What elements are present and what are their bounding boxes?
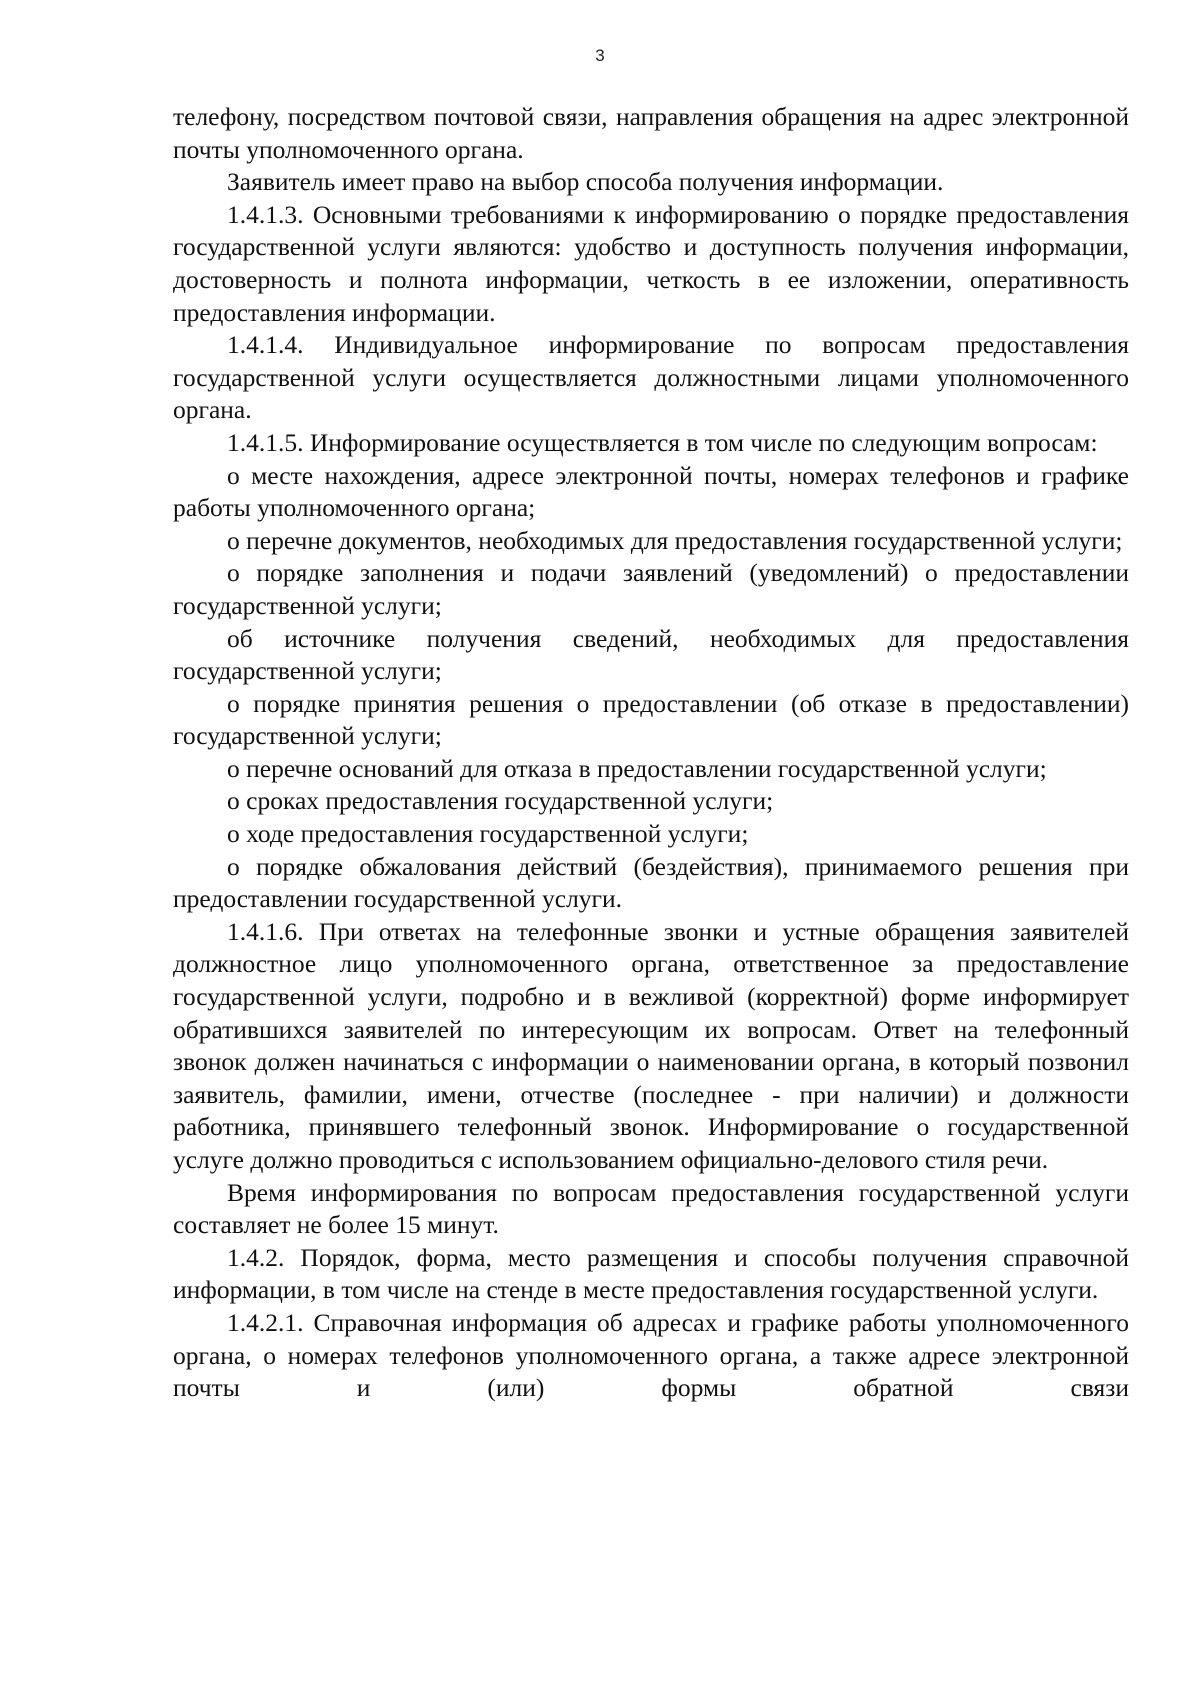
list-item-refusal-grounds: о перечне оснований для отказа в предоставлении государственной услуги; [227, 753, 1047, 783]
paragraph-1-4-1-6: 1.4.1.6. При ответах на телефонные звонки и устные обращения заявителей должностное лицо уполномоченного органа, ответственное за предоставление государственной услуги, подробно и в вежливой (корректной) форме информирует обратившихся заявителей по интересующим их вопросам. Ответ на телефонный звонок должен начинаться с информации о наименовании органа, в который позвонил заявитель, фамилии, имени, отчестве (последнее - при наличии) и должности работника, принявшего телефонный звонок. Информирование о государственной услуге должно проводиться с использованием официально-делового стиля речи. [173, 916, 1129, 1174]
list-item-documents: о перечне документов, необходимых для предоставления государственной услуги; [227, 525, 1123, 555]
list-item-terms: о сроках предоставления государственной услуги; [227, 786, 774, 816]
list-item-information-source: об источнике получения сведений, необходимых для предоставления государственной услуги; [173, 623, 1129, 686]
paragraph-continuation: телефону, посредством почтовой связи, направления обращения на адрес электронной почты уполномоченного органа. [173, 102, 1129, 164]
list-item-appeal-procedure: о порядке обжалования действий (бездействия), принимаемого решения при предоставлении государственной услуги. [173, 851, 1129, 914]
list-item-progress: о ходе предоставления государственной услуги; [227, 819, 749, 849]
paragraph-1-4-2-1: 1.4.2.1. Справочная информация об адресах и графике работы уполномоченного органа, о номерах телефонов уполномоченного органа, а также адресе электронной почты и (или) формы обратной связи [173, 1307, 1129, 1403]
document-body [173, 101, 1129, 1405]
list-item-filing-procedure: о порядке заполнения и подачи заявлений (уведомлений) о предоставлении государственной услуги; [173, 558, 1129, 620]
paragraph-1-4-2: 1.4.2. Порядок, форма, место размещения и способы получения справочной информации, в том числе на стенде в месте предоставления государственной услуги. [173, 1242, 1129, 1305]
paragraph-informing-time: Время информирования по вопросам предоставления государственной услуги составляет не более 15 минут. [173, 1177, 1129, 1240]
list-item-location: о месте нахождения, адресе электронной почты, номерах телефонов и графике работы уполномоченного органа; [173, 460, 1129, 523]
paragraph-1-4-1-5: 1.4.1.5. Информирование осуществляется в том числе по следующим вопросам: [227, 427, 1098, 457]
page-number: 3 [595, 46, 605, 65]
list-item-decision-procedure: о порядке принятия решения о предоставлении (об отказе в предоставлении) государственной услуги; [173, 688, 1129, 751]
paragraph-applicant-right: Заявитель имеет право на выбор способа получения информации. [227, 167, 944, 197]
paragraph-1-4-1-4: 1.4.1.4. Индивидуальное информирование по вопросам предоставления государственной услуги осуществляется должностными лицами уполномоченного органа. [173, 330, 1129, 425]
paragraph-1-4-1-3: 1.4.1.3. Основными требованиями к информированию о порядке предоставления государственной услуги являются: удобство и доступность получения информации, достоверность и полнота информации, четкость в ее изложении, оперативность предоставления информации. [173, 199, 1129, 327]
